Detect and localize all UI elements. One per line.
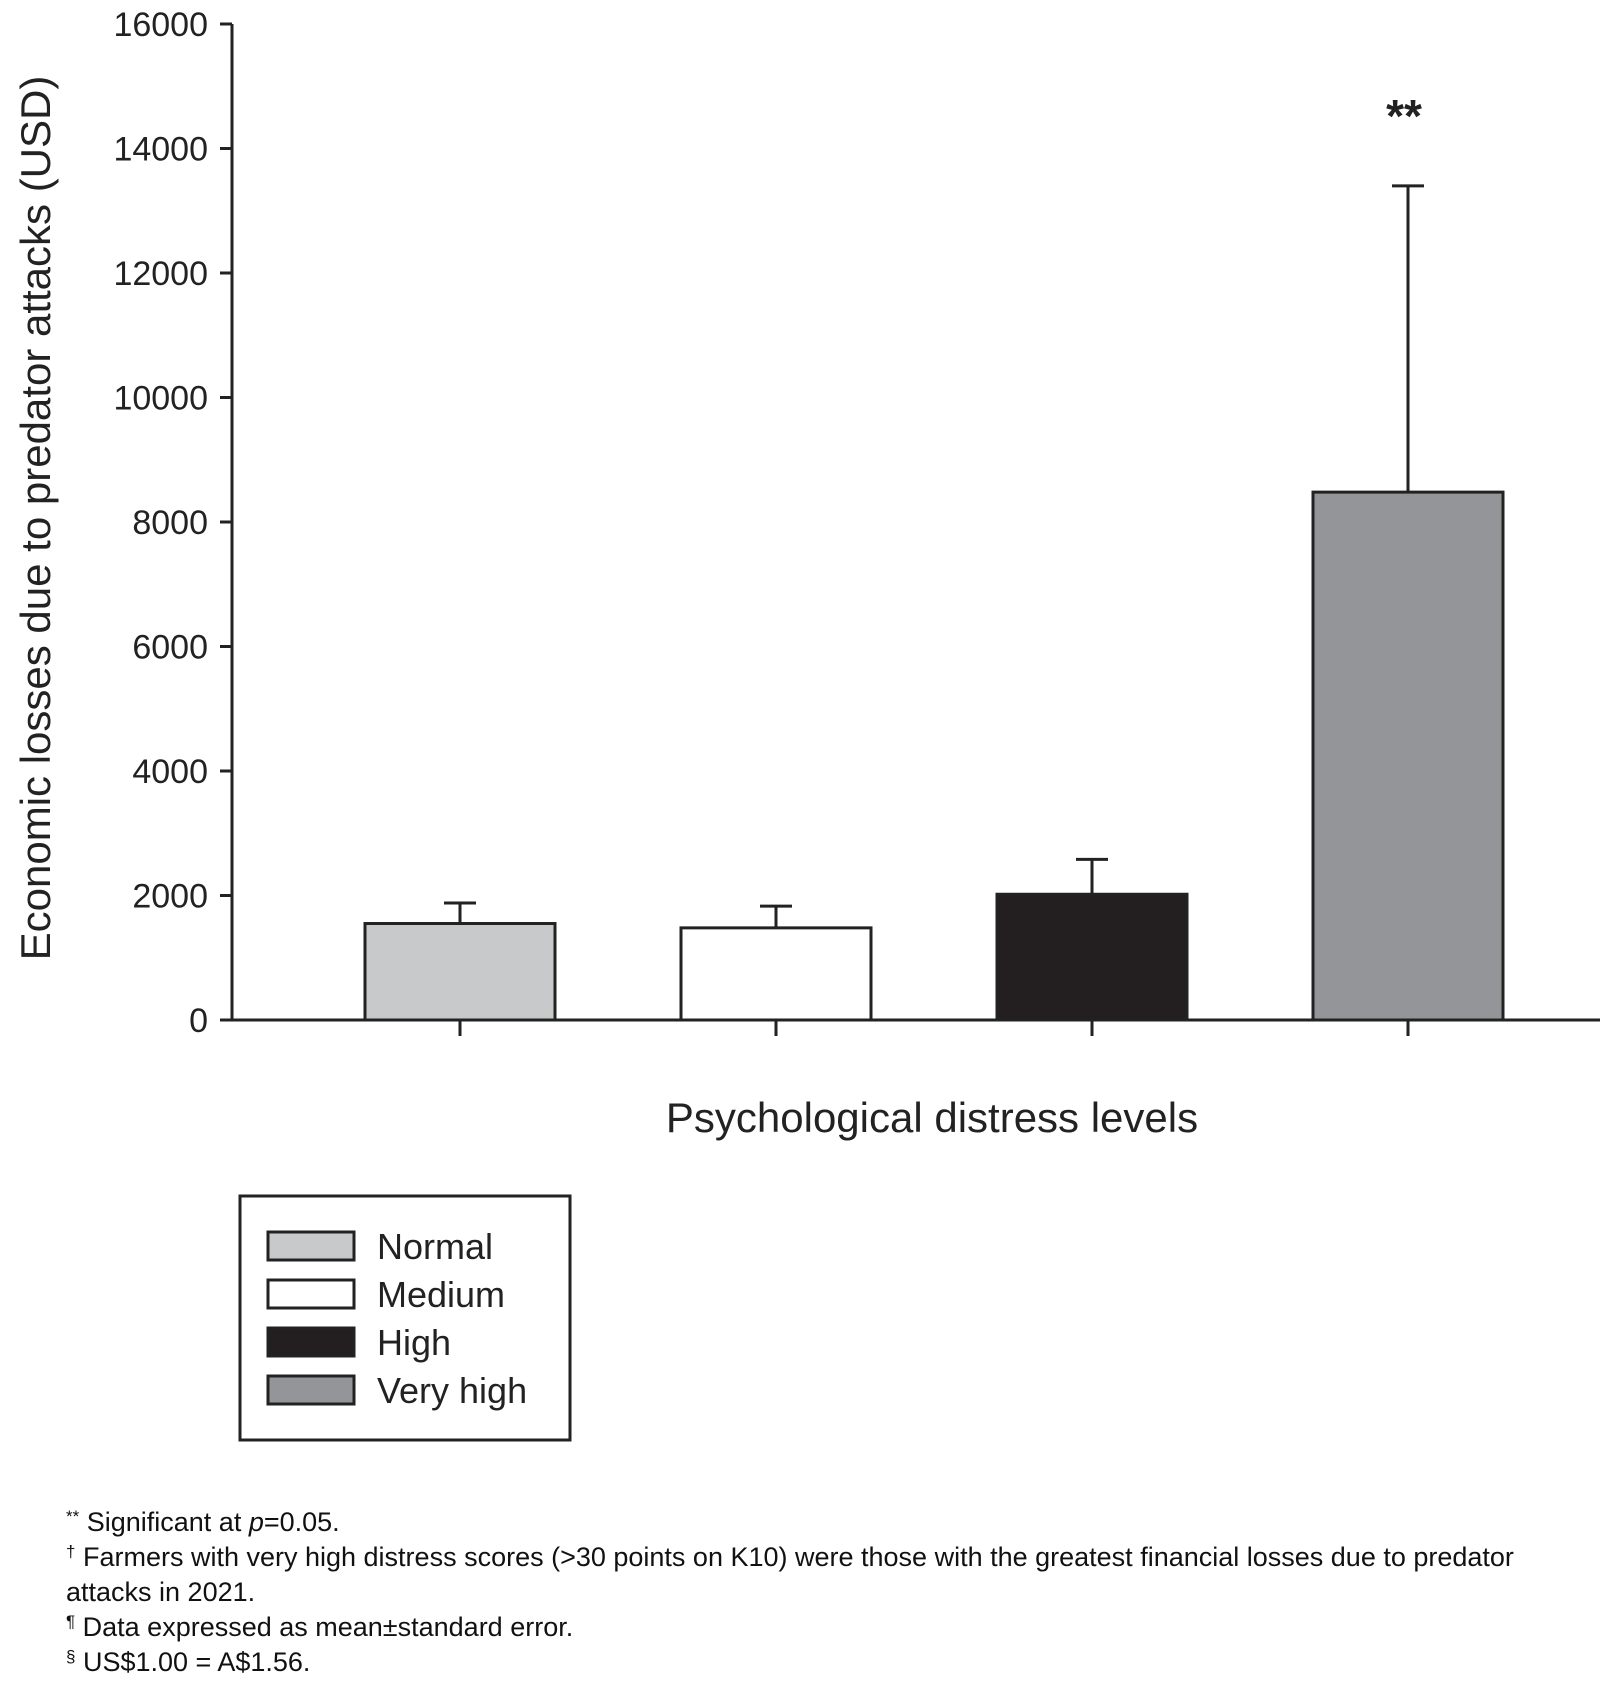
y-tick-label: 2000: [132, 877, 208, 916]
y-tick-label: 8000: [132, 504, 208, 542]
legend-swatch: [268, 1328, 354, 1356]
y-tick-label: 12000: [113, 255, 208, 293]
y-tick-label: 6000: [132, 628, 208, 667]
y-tick-label: 16000: [113, 6, 208, 44]
legend-swatch: [268, 1280, 354, 1308]
footnote-section: [66, 1645, 1586, 1680]
footnote-marker: **: [66, 1507, 80, 1526]
y-tick-label: 10000: [113, 379, 208, 418]
bars: [365, 492, 1503, 1020]
legend-label: Very high: [377, 1370, 528, 1411]
footnote-marker: ¶: [66, 1612, 76, 1631]
footnotes: [66, 1505, 1586, 1680]
legend: [240, 1196, 570, 1440]
footnote-text: Significant at: [79, 1507, 249, 1537]
footnote-text: US$1.00 = A$1.56.: [75, 1647, 311, 1677]
y-tick-label: 4000: [132, 753, 208, 791]
y-axis-ticks: [113, 6, 232, 1040]
x-axis-ticks: [460, 1020, 1408, 1036]
legend-swatch: [268, 1376, 354, 1404]
y-axis-title: Economic losses due to predator attacks (USD): [12, 75, 59, 961]
footnote-significance: [66, 1505, 1586, 1540]
legend-label: High: [377, 1322, 452, 1363]
x-axis-title: Psychological distress levels: [665, 1094, 1199, 1141]
legend-swatch: [268, 1232, 354, 1260]
bar-very-high: [1313, 492, 1503, 1020]
footnote-pilcrow: [66, 1610, 1586, 1645]
error-bars: [444, 186, 1424, 928]
footnote-marker: †: [66, 1542, 76, 1561]
footnote-dagger: [66, 1540, 1586, 1610]
y-tick-label: 0: [189, 1002, 208, 1040]
footnote-text: Data expressed as mean±standard error.: [75, 1612, 574, 1642]
significance-annotation: **: [1386, 90, 1422, 142]
legend-label: Normal: [377, 1226, 494, 1267]
legend-label: Medium: [377, 1274, 506, 1315]
bar-medium: [681, 928, 871, 1020]
footnote-marker: §: [66, 1647, 76, 1666]
bar-normal: [365, 924, 555, 1020]
footnote-text: =0.05.: [263, 1507, 340, 1537]
footnote-text: Farmers with very high distress scores (>30 points on K10) were those with the greatest financial losses due to predator attacks in 2021.: [66, 1542, 1514, 1607]
footnote-p-symbol: p: [248, 1507, 264, 1537]
y-tick-label: 14000: [113, 130, 208, 169]
bar-high: [997, 894, 1187, 1020]
